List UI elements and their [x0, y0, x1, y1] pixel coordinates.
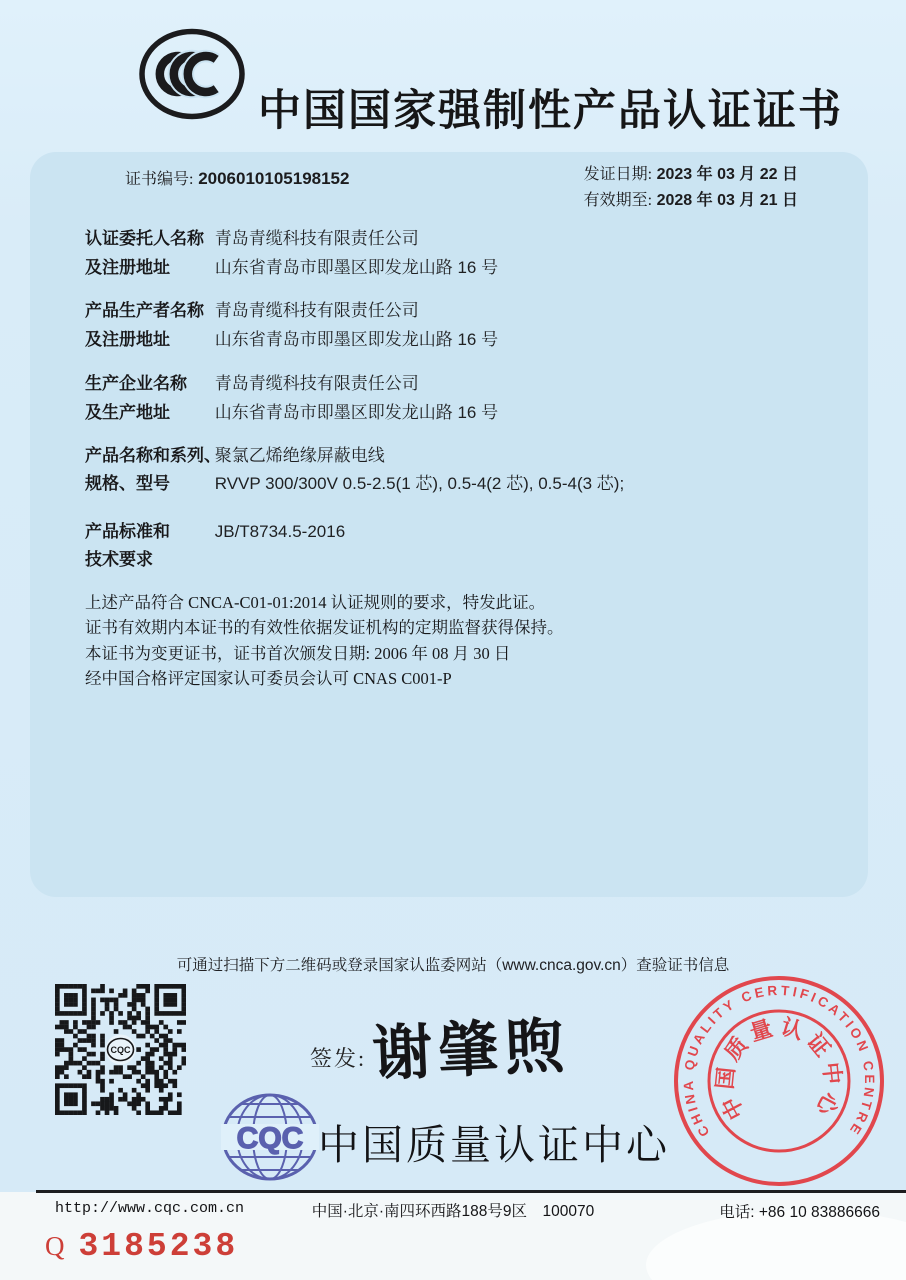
serial-prefix: Q — [45, 1231, 65, 1261]
valid-until-row — [584, 188, 798, 214]
producer-name-label: 产品生产者名称 — [85, 301, 204, 320]
statement-line: 本证书为变更证书，证书首次颁发日期: 2006 年 08 月 30 日 — [85, 643, 511, 663]
certificate-panel — [30, 152, 868, 897]
factory-name-row — [85, 369, 825, 394]
factory-address-row — [85, 398, 825, 423]
applicant-name-value: 青岛青缆科技有限责任公司 — [214, 229, 419, 248]
stamp-outer-text: CHINA QUALITY CERTIFICATION CENTRE — [680, 982, 878, 1140]
footer-address: 中国·北京·南四环西路188号9区 100070 — [311, 1203, 595, 1220]
qr-code — [55, 984, 186, 1115]
factory-name-label: 生产企业名称 — [85, 374, 187, 393]
signature-handwriting: 谢肇煦 — [370, 1013, 572, 1088]
cqc-globe-icon — [220, 1090, 320, 1184]
factory-address-label: 及生产地址 — [85, 403, 170, 422]
certificate-title: 中国国家强制性产品认证证书 — [258, 86, 843, 135]
footer-divider — [36, 1190, 906, 1193]
cert-no-value: 2006010105198152 — [198, 169, 350, 188]
statements-block — [85, 590, 564, 691]
cqc-seal-stamp — [668, 970, 890, 1192]
serial-digits: 3185238 — [78, 1228, 239, 1265]
valid-until-label: 有效期至: — [583, 192, 653, 209]
valid-until-value: 2028 年 03 月 21 日 — [656, 192, 798, 209]
serial-number — [45, 1228, 238, 1265]
factory-name-value: 青岛青缆科技有限责任公司 — [214, 374, 419, 393]
issue-date-label: 发证日期: — [583, 166, 653, 183]
svg-text:CQC: CQC — [110, 1045, 131, 1055]
cqc-logo-text: CQC — [236, 1122, 304, 1155]
product-name-value: 聚氯乙烯绝缘屏蔽电线 — [214, 446, 385, 465]
product-model-value: RVVP 300/300V 0.5-2.5(1 芯), 0.5-4(2 芯), 0.5-4(3 芯); — [214, 474, 625, 493]
product-name-row — [85, 441, 825, 466]
statement-line: 上述产品符合 CNCA-C01-01:2014 认证规则的要求，特发此证。 — [85, 593, 546, 612]
standard-value: JB/T8734.5-2016 — [214, 522, 346, 541]
producer-address-value: 山东省青岛市即墨区即发龙山路 16 号 — [214, 330, 499, 349]
issue-date-value: 2023 年 03 月 22 日 — [656, 166, 798, 183]
applicant-name-label: 认证委托人名称 — [85, 229, 204, 248]
applicant-address-row — [85, 253, 825, 278]
applicant-name-row — [85, 224, 825, 249]
certificate-number-row — [125, 166, 349, 189]
factory-address-value: 山东省青岛市即墨区即发龙山路 16 号 — [214, 403, 499, 422]
verify-note: 可通过扫描下方二维码或登录国家认监委网站（www.cnca.gov.cn）查验证书信息 — [176, 957, 730, 974]
statement-line: 证书有效期内本证书的有效性依据发证机构的定期监督获得保持。 — [85, 618, 564, 638]
footer-phone: 电话: +86 10 83886666 — [719, 1204, 880, 1221]
product-model-label: 规格、型号 — [85, 474, 170, 493]
sign-label: 签发: — [310, 1046, 367, 1071]
standard-row — [85, 517, 825, 542]
applicant-address-label: 及注册地址 — [85, 258, 170, 277]
producer-name-row — [85, 296, 825, 321]
cert-no-label: 证书编号: — [125, 171, 194, 188]
tech-requirements-label: 技术要求 — [85, 550, 153, 569]
standard-label: 产品标准和 — [85, 522, 170, 541]
producer-address-row — [85, 325, 825, 350]
qr-center-emblem — [106, 1035, 136, 1065]
issue-date-row — [584, 162, 798, 188]
producer-name-value: 青岛青缆科技有限责任公司 — [214, 301, 419, 320]
dates-block — [584, 162, 798, 214]
issuer-name: 中国质量认证中心 — [318, 1122, 670, 1168]
stamp-inner-text: 中国质量认证中心 — [711, 1013, 847, 1124]
tech-requirements-row — [85, 545, 825, 570]
footer-website: http://www.cqc.com.cn — [55, 1200, 245, 1217]
product-series-label: 产品名称和系列、 — [85, 446, 221, 465]
product-model-row — [85, 469, 825, 494]
ccc-logo-icon — [136, 26, 248, 122]
producer-address-label: 及注册地址 — [85, 330, 170, 349]
applicant-address-value: 山东省青岛市即墨区即发龙山路 16 号 — [214, 258, 499, 277]
statement-line: 经中国合格评定国家认可委员会认可 CNAS C001-P — [85, 668, 452, 688]
